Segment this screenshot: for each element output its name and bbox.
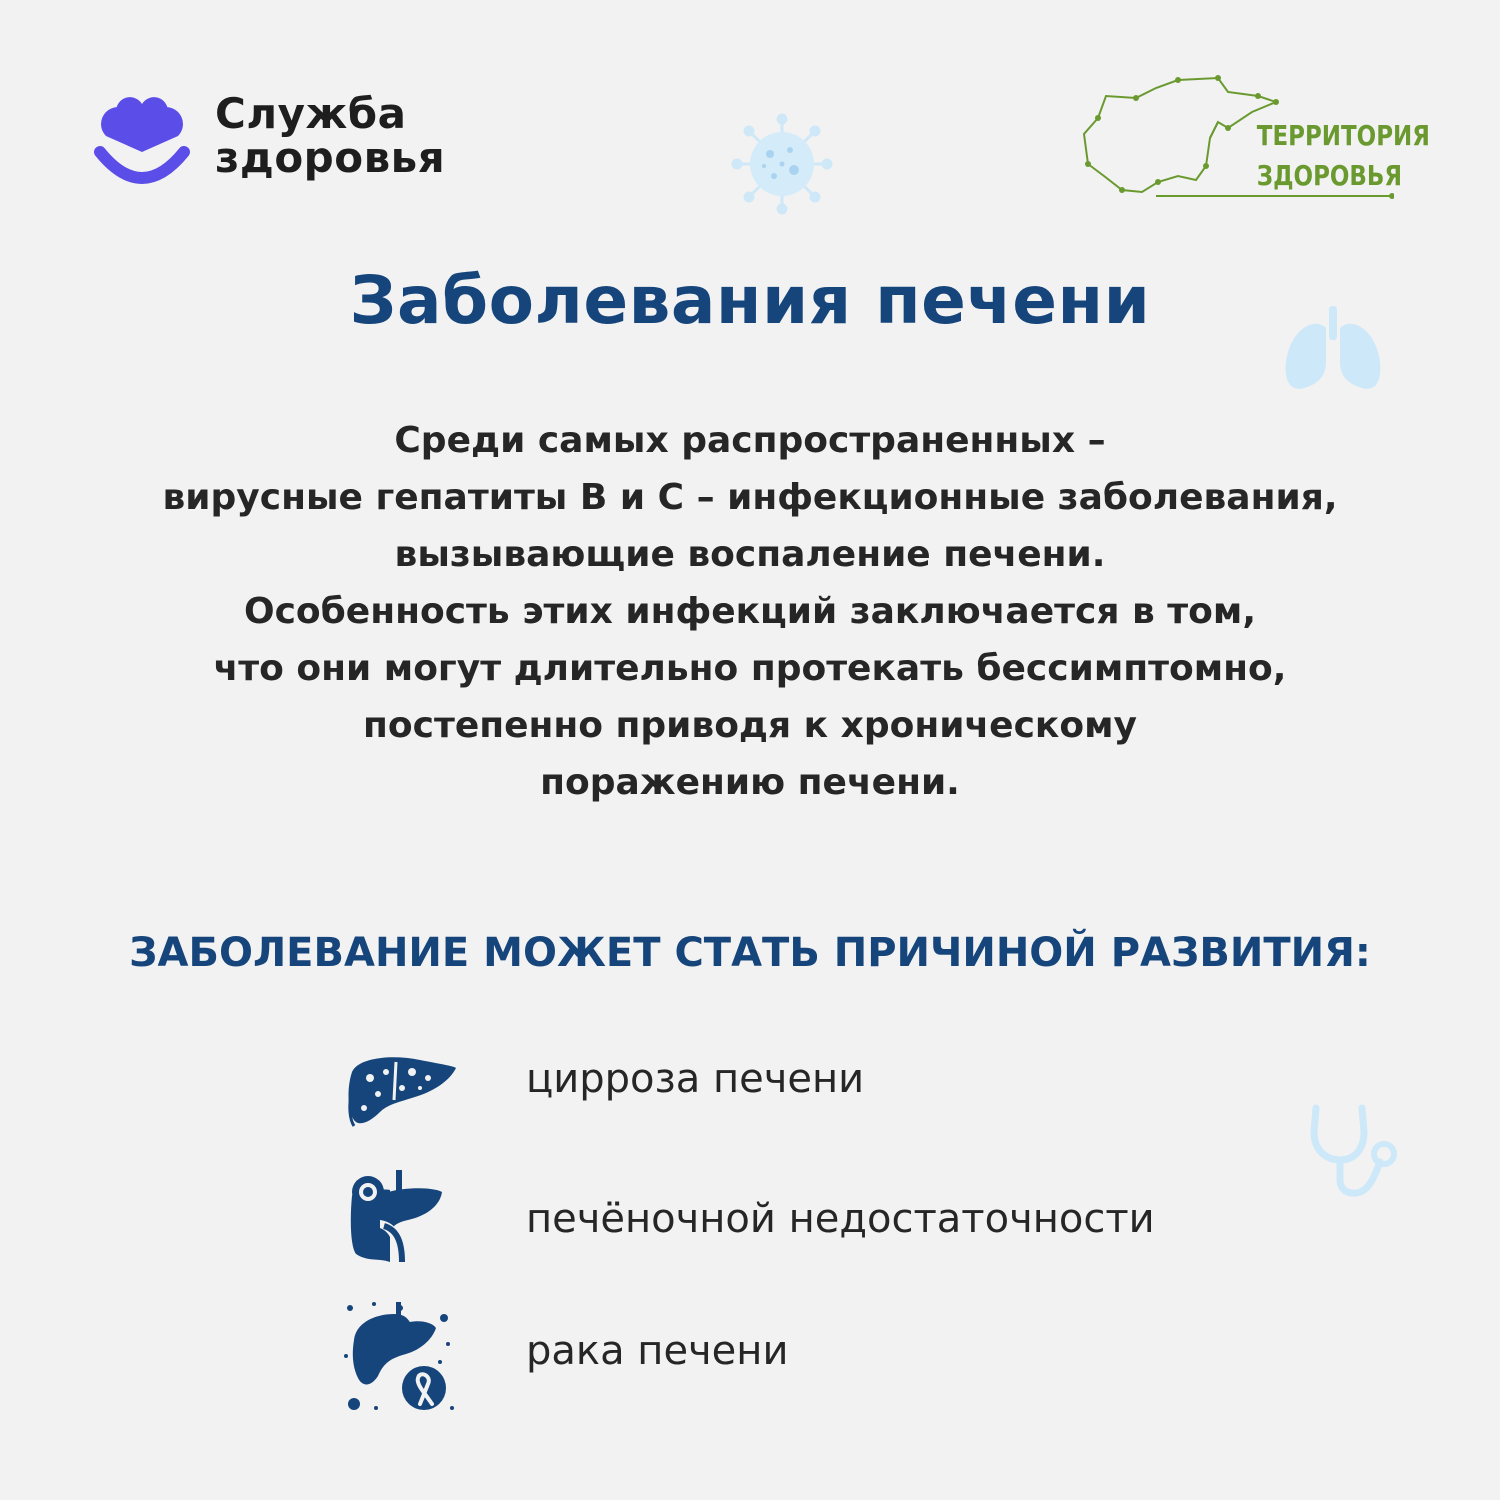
- section-subtitle: ЗАБОЛЕВАНИЕ МОЖЕТ СТАТЬ ПРИЧИНОЙ РАЗВИТИЯ:: [129, 930, 1371, 976]
- brand-right-line2: ЗДОРОВЬЯ: [1256, 159, 1403, 192]
- list-item: [340, 1166, 1340, 1306]
- intro-line: Особенность этих инфекций заключается в том,: [243, 591, 1257, 632]
- brand-left-line1: Служба: [215, 89, 407, 138]
- intro-line: поражению печени.: [540, 762, 960, 803]
- liver-cirrhosis-icon: [340, 1050, 460, 1130]
- brand-left-name: [215, 89, 446, 182]
- stethoscope-icon: [1306, 1102, 1398, 1202]
- intro-line: постепенно приводя к хроническому: [363, 705, 1137, 746]
- intro-line: вирусные гепатиты В и С – инфекционные заболевания,: [162, 477, 1338, 518]
- brand-right-line1: ТЕРРИТОРИЯ: [1256, 119, 1430, 152]
- intro-line: что они могут длительно протекать бессимптомно,: [213, 648, 1287, 689]
- list-item: [340, 1300, 1340, 1440]
- brand-right-name: [1256, 116, 1430, 196]
- item-label: печёночной недостаточности: [526, 1196, 1155, 1242]
- intro-paragraph: [0, 412, 1500, 811]
- intro-line: Среди самых распространенных –: [394, 420, 1106, 461]
- brand-left-line2: здоровья: [215, 133, 446, 182]
- sluzhba-zdorovya-logo-icon: [92, 92, 192, 192]
- intro-line: вызывающие воспаление печени.: [394, 534, 1106, 575]
- list-item: [340, 1040, 1340, 1180]
- liver-failure-icon: [340, 1166, 450, 1266]
- page-title: Заболевания печени: [349, 262, 1151, 339]
- item-label: рака печени: [526, 1328, 789, 1374]
- item-label: цирроза печени: [526, 1056, 865, 1102]
- virus-icon: [730, 112, 834, 216]
- liver-cancer-icon: [340, 1300, 460, 1420]
